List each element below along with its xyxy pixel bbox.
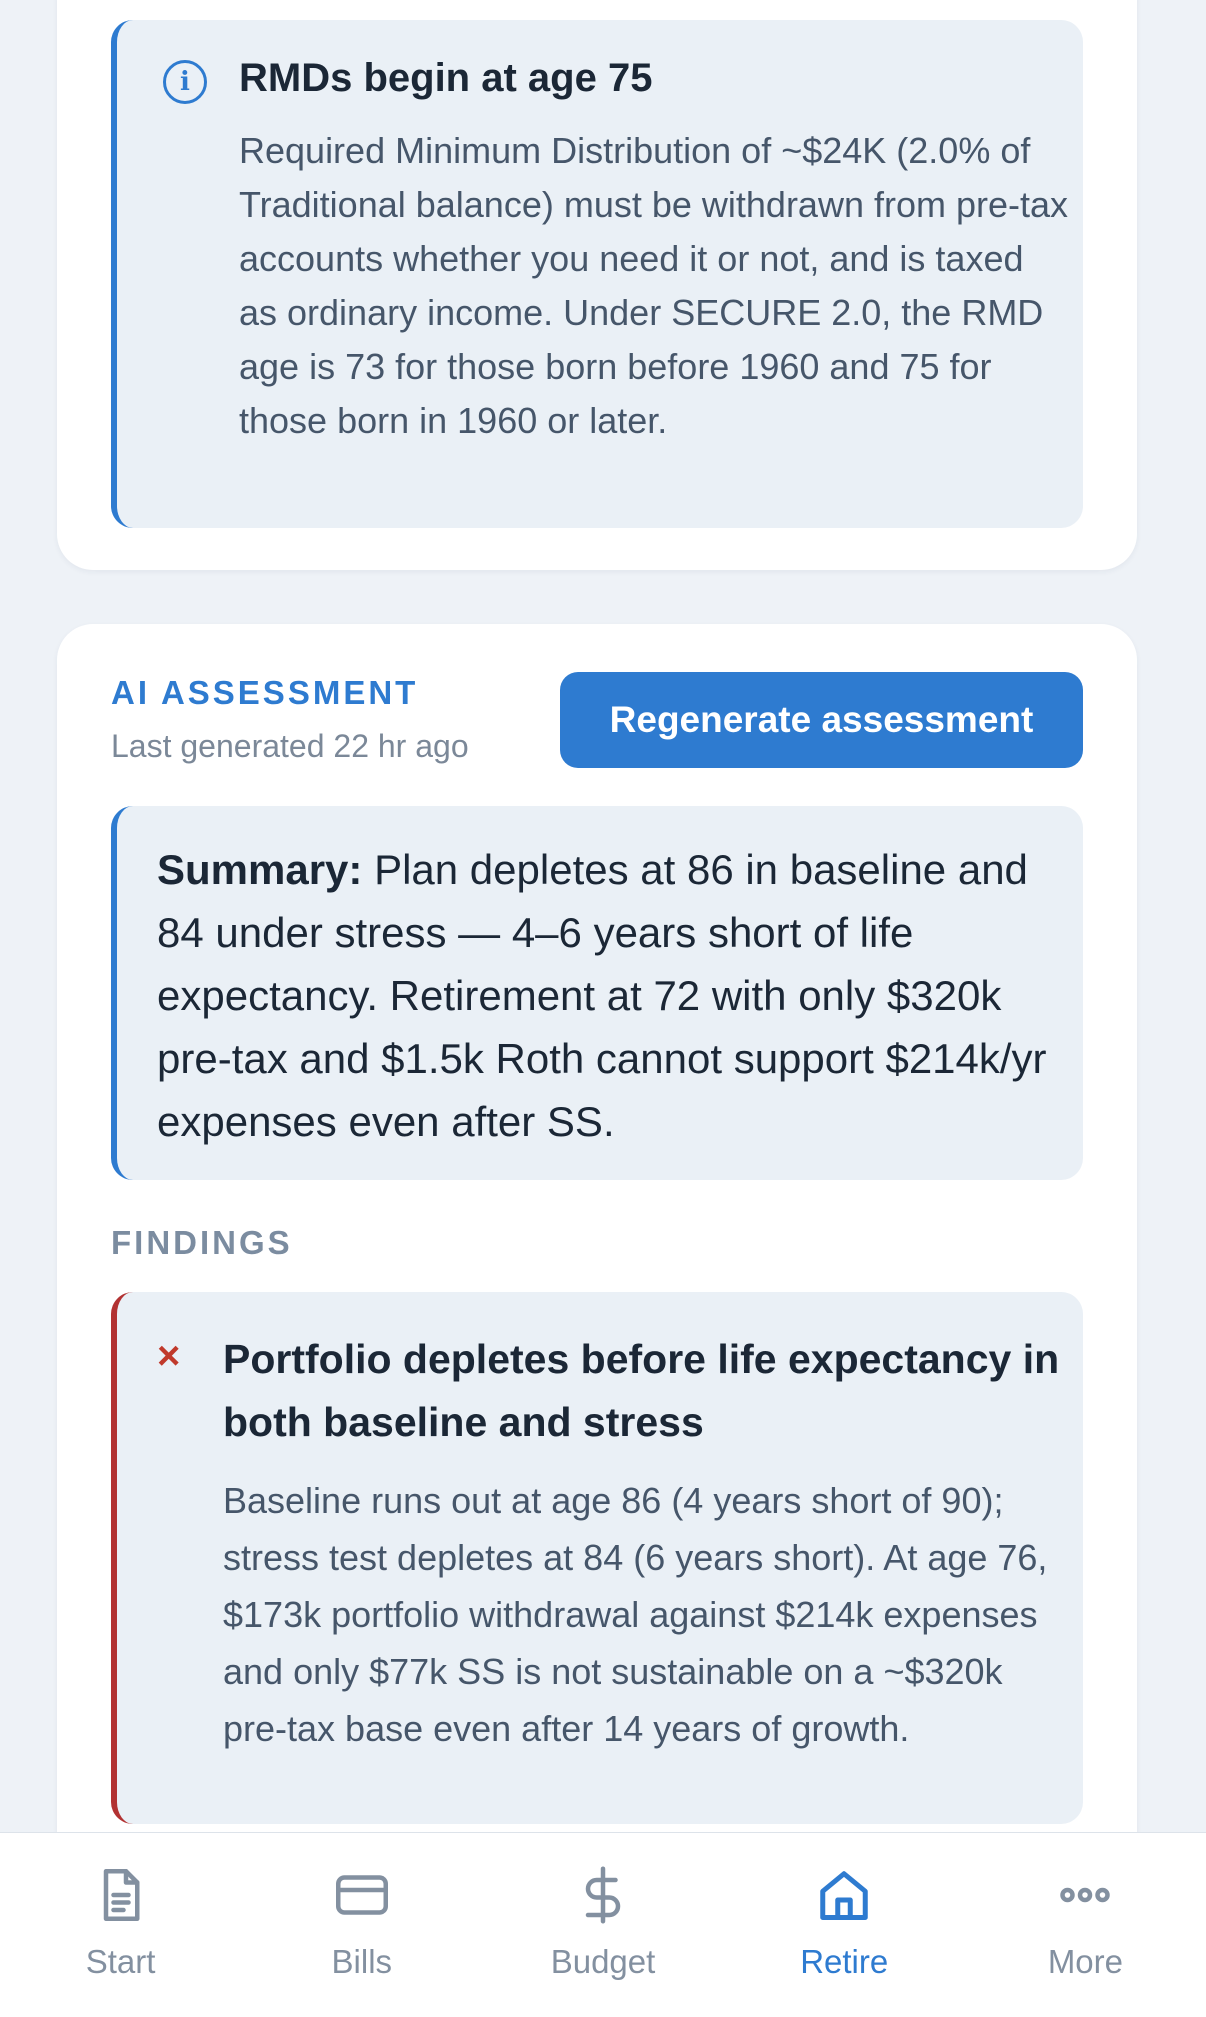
rmd-title: RMDs begin at age 75 (239, 56, 653, 100)
card-icon (330, 1863, 394, 1927)
summary-callout (111, 806, 1083, 1180)
tab-start[interactable] (0, 1833, 241, 2017)
summary-text (157, 838, 1057, 1153)
home-icon (812, 1863, 876, 1927)
dollar-icon (571, 1863, 635, 1927)
tab-label: More (1047, 1943, 1123, 1980)
ai-assessment-label: AI ASSESSMENT (111, 674, 419, 711)
last-generated-text: Last generated 22 hr ago (111, 728, 469, 764)
tab-retire[interactable] (724, 1833, 965, 2017)
tab-more[interactable] (965, 1833, 1206, 2017)
error-x-icon: × (157, 1334, 181, 1378)
rmd-callout (111, 20, 1083, 528)
tab-label: Start (85, 1943, 156, 1980)
summary-body: Plan depletes at 86 in baseline and 84 under stress — 4–6 years short of life expectancy. Retirement at 72 with only $320k pre-tax and $1.5k Roth cannot support $214k/yr expenses even after SS. (157, 846, 1047, 1145)
finding-title: Portfolio depletes before life expectancy in both baseline and stress (223, 1336, 1060, 1445)
tab-bills[interactable] (241, 1833, 482, 2017)
bottom-tab-bar (0, 1832, 1206, 2017)
document-icon (89, 1863, 153, 1927)
findings-label: FINDINGS (111, 1224, 293, 1261)
tab-budget[interactable] (482, 1833, 723, 2017)
summary-heading: Summary: (157, 846, 363, 893)
more-icon (1053, 1863, 1117, 1927)
info-icon: i (163, 60, 207, 104)
rmd-card (57, 0, 1137, 570)
rmd-body: Required Minimum Distribution of ~$24K (2.0% of Traditional balance) must be withdrawn from pre-tax accounts whether you need it or not, and is taxed as ordinary income. Under SECURE 2.0, the RMD age is 73 for those born before 1960 and 75 for those born in 1960 or later. (239, 130, 1069, 441)
tab-label: Bills (331, 1943, 393, 1980)
ai-assessment-card (57, 624, 1137, 2017)
tab-label: Retire (800, 1943, 889, 1980)
finding-item[interactable] (111, 1292, 1083, 1824)
regenerate-assessment-button[interactable]: Regenerate assessment (560, 672, 1083, 768)
tab-label: Budget (550, 1943, 656, 1980)
finding-body: Baseline runs out at age 86 (4 years short of 90); stress test depletes at 84 (6 years short). At age 76, $173k portfolio withdrawal against $214k expenses and only $77k SS is not sustainable on a ~$320k pre-tax base even after 14 years of growth. (223, 1480, 1048, 1749)
